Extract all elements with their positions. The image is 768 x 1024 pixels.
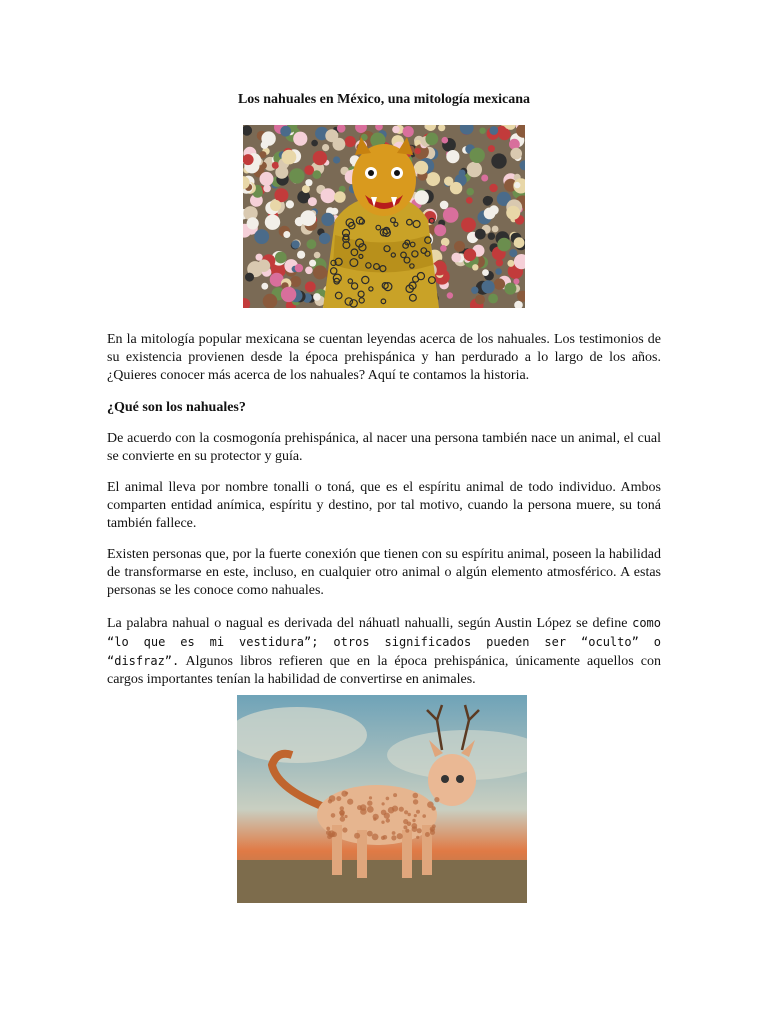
intro-paragraph: En la mitología popular mexicana se cuentan leyendas acerca de los nahuales. Los testimonios de su existencia provienen desde la época prehispánica y han perdurado a lo largo de los años. ¿Quieres conocer más acerca de los nahuales? Aquí te contamos la historia. <box>107 332 661 383</box>
document-title: Los nahuales en México, una mitología mexicana <box>237 92 531 107</box>
paragraph-4-part-b: como “lo que es mi vestidura”; otros significados pueden ser “oculto” o “disfraz”. <box>107 616 661 668</box>
nahual-creature-painting <box>237 695 527 903</box>
paragraph-4-part-c: Algunos libros refieren que en la época prehispánica, únicamente aquellos con cargos importantes tenían la habilidad de convertirse en animales. <box>107 654 661 687</box>
jaguar-dancer-photo <box>243 125 525 308</box>
section-heading: ¿Qué son los nahuales? <box>107 400 246 415</box>
paragraph-1: De acuerdo con la cosmogonía prehispánica, al nacer una persona también nace un animal, el cual se convierte en su protector y guía. <box>107 431 661 464</box>
paragraph-4 <box>107 614 661 689</box>
paragraph-4-part-a: La palabra nahual o nagual es derivada del náhuatl nahualli, según Austin López se define <box>107 616 633 631</box>
paragraph-3: Existen personas que, por la fuerte conexión que tienen con su espíritu animal, poseen la habilidad de transformarse en este, incluso, en cualquier otro animal o algún elemento atmosférico. A estas personas se les conoce como nahuales. <box>107 547 661 598</box>
paragraph-2: El animal lleva por nombre tonalli o toná, que es el espíritu animal de todo individuo. Ambos comparten entidad anímica, espíritu y destino, por tal motivo, cuando la persona muere, su toná también fallece. <box>107 480 661 531</box>
